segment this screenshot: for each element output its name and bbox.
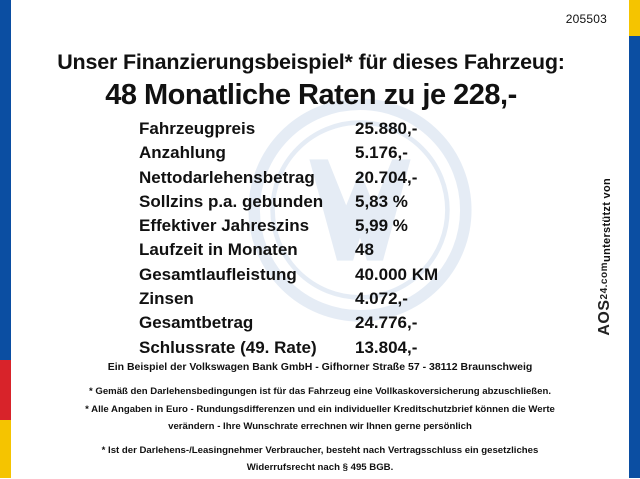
row-value: 40.000 KM [355, 264, 439, 284]
row-value: 48 [355, 240, 374, 260]
sponsor-label: unterstützt von [601, 178, 613, 262]
table-row [139, 338, 499, 362]
left-bar-red-segment [0, 360, 11, 420]
document-content [11, 0, 629, 478]
left-bar-yellow-segment [0, 420, 11, 478]
right-bar-blue-segment [629, 36, 640, 478]
row-label: Effektiver Jahreszins [139, 216, 310, 236]
sponsor-logo-text: AOS [596, 299, 613, 336]
table-row [139, 313, 499, 337]
table-row [139, 192, 499, 216]
row-label: Nettodarlehensbetrag [139, 167, 315, 187]
row-value: 13.804,- [355, 337, 418, 357]
row-value: 25.880,- [355, 119, 418, 138]
row-value: 24.776,- [355, 313, 418, 333]
right-color-bar [629, 0, 640, 478]
left-color-bar [0, 0, 11, 478]
table-row [139, 216, 499, 240]
row-value: 5,99 % [355, 216, 408, 236]
row-label: Gesamtlaufleistung [139, 264, 297, 284]
legal-notes [11, 385, 629, 479]
legal-note: * Gemäß den Darlehensbedingungen ist für das Fahrzeug eine Vollkaskoversicherung abzuschließen. [88, 386, 552, 397]
document-id: 205503 [565, 12, 607, 26]
legal-note: verändern - Ihre Wunschrate errechnen wir Ihnen gerne persönlich [168, 421, 472, 432]
left-bar-blue-segment [0, 0, 11, 360]
finance-details-table [139, 119, 499, 362]
page-subtitle: 48 Monatliche Raten zu je 228,- [105, 79, 517, 111]
legal-note: * Ist der Darlehens-/Leasingnehmer Verbraucher, besteht nach Vertragsschluss ein gesetzliches [101, 444, 539, 456]
page-title: Unser Finanzierungsbeispiel* für dieses Fahrzeug: [57, 50, 565, 74]
row-label: Zinsen [139, 289, 194, 309]
row-value: 20.704,- [355, 167, 418, 187]
row-value: 5.176,- [355, 143, 408, 163]
row-label: Fahrzeugpreis [139, 119, 256, 138]
table-row [139, 119, 499, 143]
row-label: Sollzins p.a. gebunden [139, 191, 324, 211]
table-row [139, 265, 499, 289]
sponsor-logo [596, 262, 614, 336]
legal-note: Widerrufsrecht nach § 495 BGB. [246, 462, 394, 473]
row-label: Gesamtbetrag [139, 313, 254, 333]
row-label: Laufzeit in Monaten [139, 240, 298, 260]
row-label: Schlussrate (49. Rate) [139, 337, 317, 357]
row-label: Anzahlung [139, 143, 226, 163]
table-row [139, 289, 499, 313]
sponsor-logo-suffix: .com [599, 262, 610, 288]
right-bar-yellow-segment [629, 0, 640, 36]
row-value: 5,83 % [355, 191, 408, 211]
legal-note: * Alle Angaben in Euro - Rundungsdifferenzen und ein individueller Kreditschutzbrief können die Werte [85, 403, 555, 415]
table-row [139, 240, 499, 264]
row-value: 4.072,- [355, 289, 408, 309]
table-row [139, 168, 499, 192]
bank-information: Ein Beispiel der Volkswagen Bank GmbH - Gifhorner Straße 57 - 38112 Braunschweig [107, 361, 533, 373]
table-row [139, 143, 499, 167]
sponsor-logo-sub: 24 [599, 287, 610, 300]
